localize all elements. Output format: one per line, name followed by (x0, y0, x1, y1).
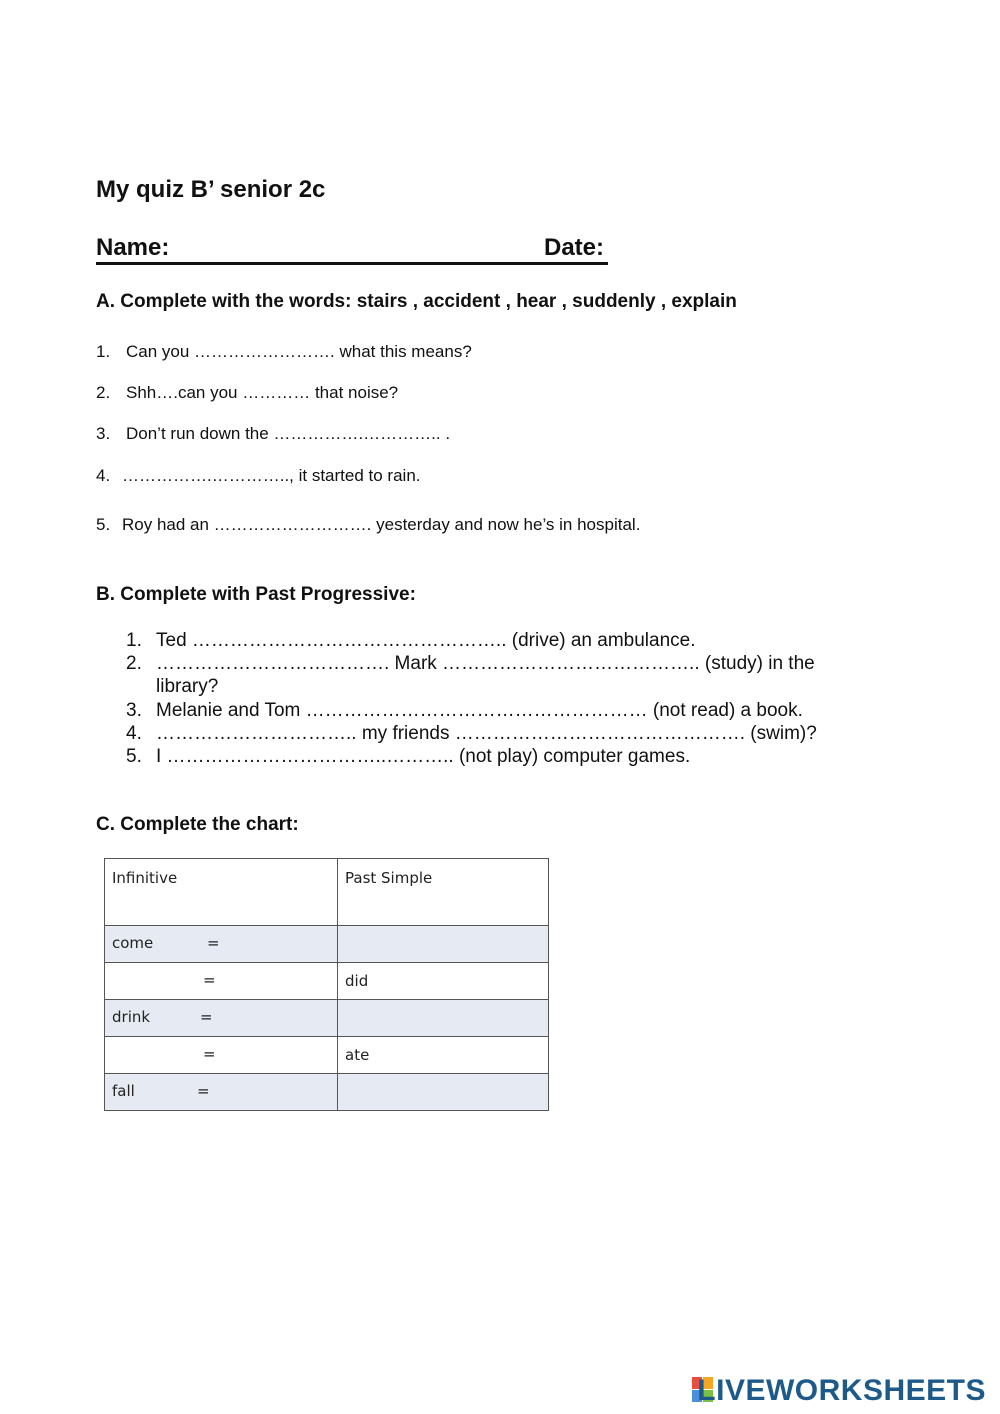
section-b-heading: B. Complete with Past Progressive: (96, 584, 416, 605)
item-text-continued: library? (156, 676, 219, 697)
chart-row (105, 926, 549, 963)
name-date-line (96, 234, 608, 265)
section-a-item-1 (96, 342, 472, 362)
item-text: ………………………….. my friends ………………………………………. (swim)? (156, 723, 817, 744)
verb-chart (104, 858, 549, 1111)
item-text: Don’t run down the …………….………….. . (126, 424, 451, 443)
infinitive-cell (105, 1074, 338, 1111)
chart-row (105, 1000, 549, 1037)
item-number: 2. (96, 383, 111, 402)
equals-sign: = (203, 1045, 216, 1063)
item-text: Shh….can you ………… that noise? (126, 383, 399, 402)
chart-row (105, 1074, 549, 1111)
item-number: 5. (96, 515, 111, 534)
item-text: Can you ……………………. what this means? (126, 342, 472, 361)
item-number: 5. (126, 746, 142, 767)
section-a-item-5 (96, 515, 640, 535)
past-simple-cell: did (338, 963, 549, 1000)
chart-row (105, 963, 549, 1000)
item-number: 2. (126, 653, 142, 674)
header-infinitive: Infinitive (105, 859, 338, 926)
past-simple-cell: ate (338, 1037, 549, 1074)
date-label: Date: (544, 234, 605, 261)
infinitive-value: come (112, 934, 154, 952)
section-a-item-4 (96, 466, 421, 486)
infinitive-cell (105, 1000, 338, 1037)
section-a-item-3 (96, 424, 450, 444)
chart-row (105, 1037, 549, 1074)
item-number: 4. (126, 723, 142, 744)
section-c-heading: C. Complete the chart: (96, 814, 299, 835)
item-text: Roy had an ………………………. yesterday and now he’s in hospital. (122, 515, 641, 534)
infinitive-cell (105, 926, 338, 963)
equals-sign: = (207, 934, 220, 952)
item-text: Ted ………………………………………….. (drive) an ambulance. (156, 630, 696, 651)
item-text: Melanie and Tom ……………………………………………… (not read) a book. (156, 700, 803, 721)
section-a-heading: A. Complete with the words: stairs , accident , hear , suddenly , explain (96, 291, 737, 312)
infinitive-cell[interactable] (105, 1037, 338, 1074)
equals-sign: = (200, 1008, 213, 1026)
liveworksheets-logo: LIVEWORKSHEETS (697, 1374, 986, 1407)
item-text: ………………………………. Mark ………………………………….. (study) in the (156, 653, 815, 674)
past-simple-cell[interactable] (338, 1000, 549, 1037)
infinitive-cell[interactable] (105, 963, 338, 1000)
item-number: 3. (96, 424, 111, 443)
past-simple-cell[interactable] (338, 1074, 549, 1111)
infinitive-value: fall (112, 1082, 135, 1100)
chart-header-row (105, 859, 549, 926)
item-text: I ……………………………..……….. (not play) computer games. (156, 746, 691, 767)
item-number: 1. (96, 342, 111, 361)
item-text: …………….………….., it started to rain. (122, 466, 421, 485)
section-a-item-2 (96, 383, 398, 403)
equals-sign: = (203, 971, 216, 989)
item-number: 1. (126, 630, 142, 651)
past-simple-cell[interactable] (338, 926, 549, 963)
name-label: Name: (96, 234, 170, 261)
item-number: 3. (126, 700, 142, 721)
item-number: 4. (96, 466, 111, 485)
header-past-simple: Past Simple (338, 859, 549, 926)
equals-sign: = (197, 1082, 210, 1100)
page-title: My quiz B’ senior 2c (96, 176, 326, 203)
infinitive-value: drink (112, 1008, 151, 1026)
